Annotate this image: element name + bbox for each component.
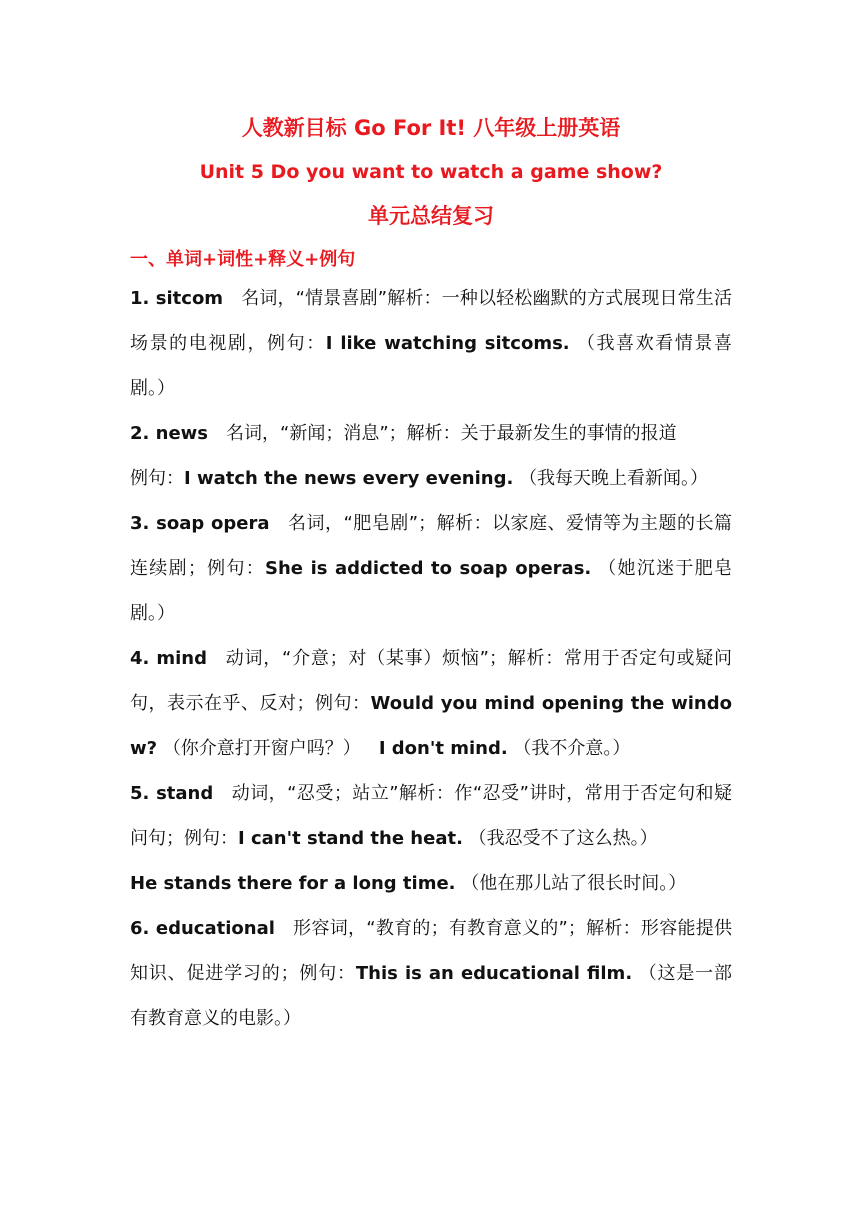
example-sentence: I watch the news every evening. bbox=[184, 468, 514, 489]
example-sentence-2: I don't mind. bbox=[378, 738, 508, 759]
vocab-explanation: 动词，“介意；对（某事）烦恼”；解析：常用于否定句或疑问句，表示在乎、反对；例句： bbox=[130, 648, 732, 714]
vocab-word: 1. sitcom bbox=[130, 288, 224, 309]
vocab-explanation: 名词，“肥皂剧”；解析：以家庭、爱情等为主题的长篇连续剧；例句： bbox=[130, 513, 732, 579]
example-translation: （我喜欢看情景喜剧。） bbox=[130, 333, 733, 399]
document-page bbox=[130, 110, 732, 1041]
vocab-word: 3. soap opera bbox=[130, 513, 270, 534]
vocab-explanation: 形容词，“教育的；有教育意义的”；解析：形容能提供知识、促进学习的；例句： bbox=[130, 918, 733, 984]
example-translation: （她沉迷于肥皂剧。） bbox=[130, 558, 732, 624]
example-translation: （你介意打开窗户吗？） bbox=[162, 738, 361, 759]
example-translation: （我每天晚上看新闻。） bbox=[519, 468, 709, 489]
example-sentence: I like watching sitcoms. bbox=[325, 333, 570, 354]
vocab-word: 2. news bbox=[130, 423, 208, 444]
vocab-entry-stand bbox=[130, 771, 732, 906]
vocab-word: 5. stand bbox=[130, 783, 214, 804]
vocab-entry-soap-opera bbox=[130, 501, 732, 636]
example-translation-2: （我不介意。） bbox=[513, 738, 631, 759]
vocab-entry-news bbox=[130, 411, 732, 456]
vocab-entry-mind bbox=[130, 636, 732, 771]
example-sentence: She is addicted to soap operas. bbox=[265, 558, 592, 579]
example-sentence: Would you mind opening the window? bbox=[130, 693, 732, 759]
review-title: 单元总结复习 bbox=[368, 204, 494, 228]
example-translation-2: （他在那儿站了很长时间。） bbox=[461, 873, 687, 894]
section-heading-vocabulary: 一、单词+词性+释义+例句 bbox=[130, 249, 356, 270]
vocab-entry-educational bbox=[130, 906, 732, 1041]
example-label: 例句： bbox=[130, 468, 184, 489]
vocab-example-news bbox=[130, 456, 732, 501]
vocab-entry-sitcom bbox=[130, 276, 732, 411]
vocab-word: 4. mind bbox=[130, 648, 208, 669]
vocab-explanation: 名词，“新闻；消息”；解析：关于最新发生的事情的报道 bbox=[226, 423, 677, 444]
example-sentence: This is an educational film. bbox=[355, 963, 633, 984]
vocab-explanation: 动词，“忍受；站立”解析：作“忍受”讲时，常用于否定句和疑问句；例句： bbox=[130, 783, 732, 849]
example-sentence-2: He stands there for a long time. bbox=[130, 873, 456, 894]
example-sentence: I can't stand the heat. bbox=[238, 828, 463, 849]
example-translation: （我忍受不了这么热。） bbox=[468, 828, 658, 849]
vocab-word: 6. educational bbox=[130, 918, 275, 939]
document-title: 人教新目标 Go For It! 八年级上册英语 bbox=[241, 116, 621, 140]
unit-title: Unit 5 Do you want to watch a game show? bbox=[199, 161, 663, 183]
example-translation: （这是一部有教育意义的电影。） bbox=[130, 963, 732, 1029]
vocab-explanation: 名词，“情景喜剧”解析：一种以轻松幽默的方式展现日常生活场景的电视剧，例句： bbox=[130, 288, 732, 354]
